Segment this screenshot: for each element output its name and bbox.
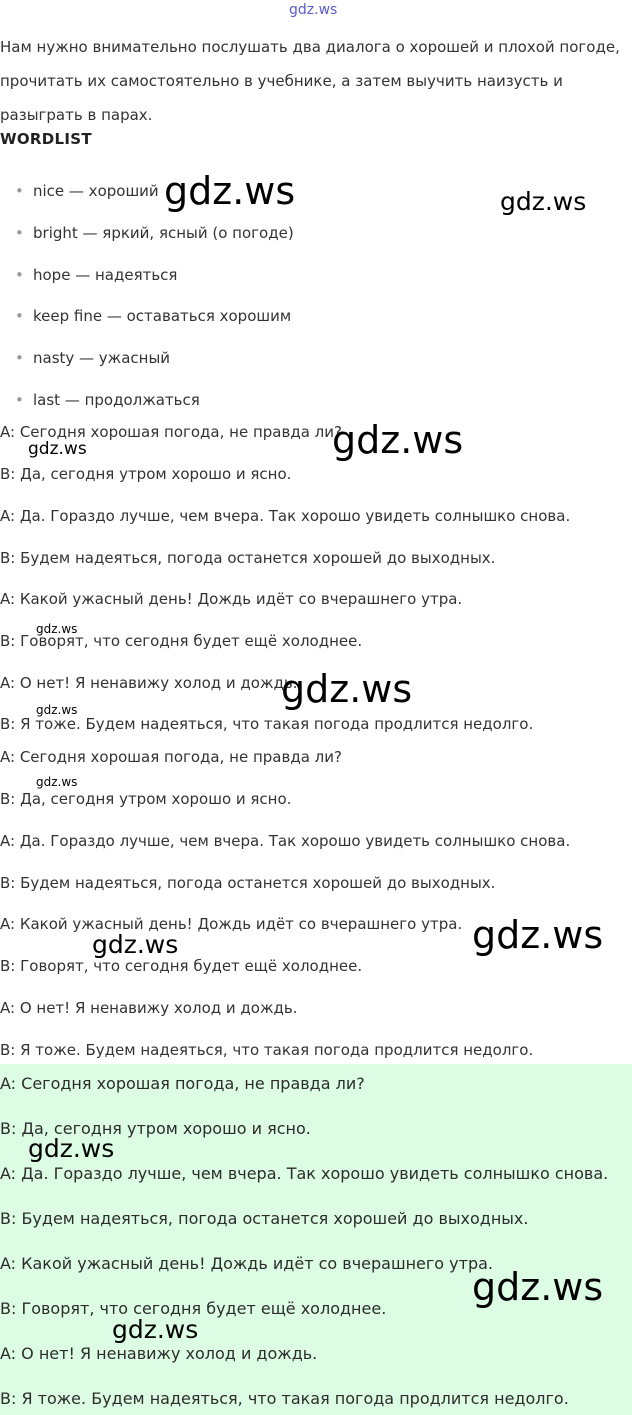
- watermark: gdz.ws: [500, 187, 587, 216]
- watermark: gdz.ws: [281, 667, 413, 711]
- watermark: gdz.ws: [332, 418, 464, 462]
- dialogue-line: B: Да, сегодня утром хорошо и ясно.: [0, 465, 292, 483]
- bullet-icon: •: [15, 349, 24, 367]
- bullet-icon: •: [15, 224, 24, 242]
- dialogue-line: B: Я тоже. Будем надеяться, что такая погода продлится недолго.: [0, 1041, 534, 1059]
- dialogue-line: B: Я тоже. Будем надеяться, что такая погода продлится недолго.: [0, 715, 534, 733]
- dialogue-line: A: Сегодня хорошая погода, не правда ли?: [0, 748, 342, 766]
- dialogue-line: B: Говорят, что сегодня будет ещё холоднее.: [0, 957, 363, 975]
- dialogue-line: B: Да, сегодня утром хорошо и ясно.: [0, 790, 292, 808]
- highlighted-dialogue-line: A: Да. Гораздо лучше, чем вчера. Так хорошо увидеть солнышко снова.: [0, 1164, 609, 1183]
- watermark: gdz.ws: [164, 169, 296, 213]
- bullet-icon: •: [15, 307, 24, 325]
- highlighted-dialogue-line: B: Я тоже. Будем надеяться, что такая погода продлится недолго.: [0, 1389, 569, 1408]
- dialogue-line: A: О нет! Я ненавижу холод и дождь.: [0, 999, 298, 1017]
- dialogue-line: A: Какой ужасный день! Дождь идёт со вчерашнего утра.: [0, 915, 463, 933]
- highlighted-dialogue-line: A: Какой ужасный день! Дождь идёт со вчерашнего утра.: [0, 1254, 494, 1273]
- highlighted-dialogue-line: A: Сегодня хорошая погода, не правда ли?: [0, 1074, 365, 1093]
- watermark: gdz.ws: [472, 913, 604, 957]
- highlighted-dialogue-line: A: О нет! Я ненавижу холод и дождь.: [0, 1344, 318, 1363]
- dialogue-line: B: Будем надеяться, погода останется хорошей до выходных.: [0, 549, 496, 567]
- dialogue-line: A: Да. Гораздо лучше, чем вчера. Так хорошо увидеть солнышко снова.: [0, 507, 571, 525]
- watermark: gdz.ws: [28, 439, 87, 459]
- wordlist-heading: WORDLIST: [0, 130, 92, 148]
- bullet-icon: •: [15, 182, 24, 200]
- dialogue-line: A: Да. Гораздо лучше, чем вчера. Так хорошо увидеть солнышко снова.: [0, 832, 571, 850]
- intro-paragraph: Нам нужно внимательно послушать два диалога о хорошей и плохой погоде, прочитать их самостоятельно в учебнике, а затем выучить наизусть и разыграть в парах.: [0, 38, 620, 124]
- dialogue-line: A: Какой ужасный день! Дождь идёт со вчерашнего утра.: [0, 590, 463, 608]
- dialogue-line: B: Говорят, что сегодня будет ещё холоднее.: [0, 632, 363, 650]
- watermark: gdz.ws: [28, 1134, 115, 1163]
- watermark: gdz.ws: [92, 930, 179, 959]
- highlighted-dialogue-line: B: Да, сегодня утром хорошо и ясно.: [0, 1119, 311, 1138]
- watermark: gdz.ws: [36, 775, 78, 789]
- bullet-icon: •: [15, 391, 24, 409]
- watermark: gdz.ws: [472, 1265, 604, 1309]
- site-watermark-top: gdz.ws: [289, 2, 338, 18]
- watermark: gdz.ws: [112, 1315, 199, 1344]
- watermark: gdz.ws: [36, 703, 78, 717]
- dialogue-line: B: Будем надеяться, погода останется хорошей до выходных.: [0, 874, 496, 892]
- dialogue-line: A: Сегодня хорошая погода, не правда ли?: [0, 423, 342, 441]
- bullet-icon: •: [15, 266, 24, 284]
- highlighted-dialogue-line: B: Будем надеяться, погода останется хорошей до выходных.: [0, 1209, 529, 1228]
- dialogue-line: A: О нет! Я ненавижу холод и дождь.: [0, 674, 298, 692]
- watermark: gdz.ws: [36, 622, 78, 636]
- highlighted-dialogue-line: B: Говорят, что сегодня будет ещё холоднее.: [0, 1299, 387, 1318]
